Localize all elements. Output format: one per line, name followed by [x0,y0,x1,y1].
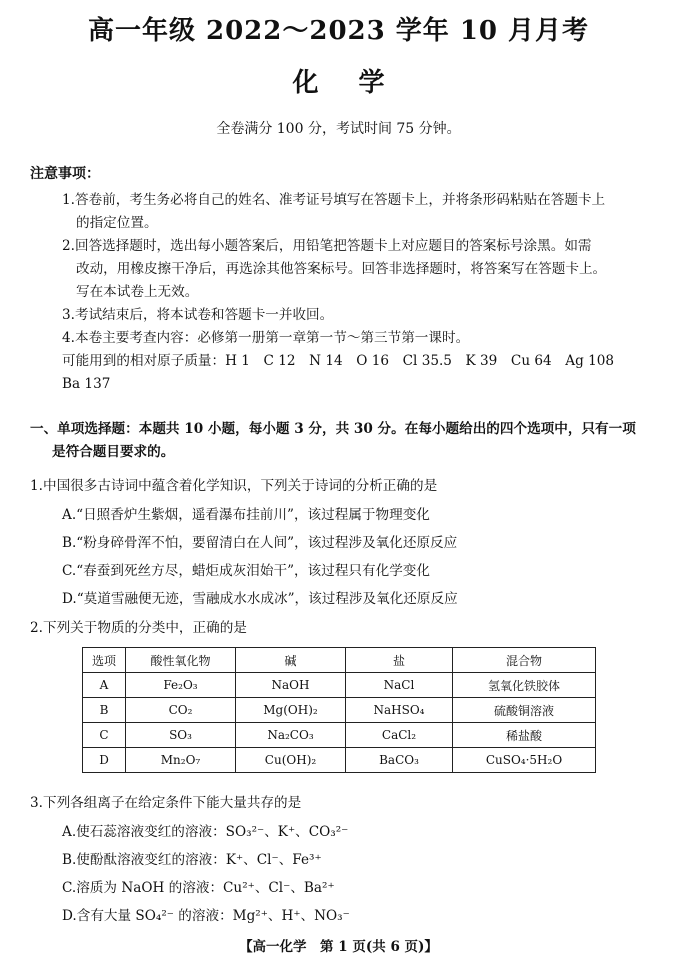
note-line: 3.考试结束后，将本试卷和答题卡一并收回。 [62,307,334,323]
section-heading: 是符合题目要求的。 [52,444,175,460]
exam-title: 高一年级 2022～2023 学年 10 月月考 [87,16,590,46]
table-row [83,723,596,748]
table-cell: NaOH [236,673,346,698]
table-cell: 稀盐酸 [453,723,596,748]
table-header: 酸性氧化物 [126,648,236,673]
page-footer: 【高一化学 第 1 页(共 6 页)】 [239,939,438,955]
table-cell: C [83,723,126,748]
notes-title: 注意事项： [30,166,100,182]
atomic-mass-line: 可能用到的相对原子质量：H 1 C 12 N 14 O 16 Cl 35.5 K 39 Cu 64 Ag 108 [62,353,615,369]
question-1-stem: 1.中国很多古诗词中蕴含着化学知识，下列关于诗词的分析正确的是 [30,478,438,494]
table-header: 选项 [83,648,126,673]
question-3-stem: 3.下列各组离子在给定条件下能大量共存的是 [30,795,302,811]
q1-option-b: B.“粉身碎骨浑不怕，要留清白在人间”，该过程涉及氧化还原反应 [62,535,458,551]
table-header: 盐 [346,648,453,673]
note-line: 1.答卷前，考生务必将自己的姓名、准考证号填写在答题卡上，并将条形码粘贴在答题卡上 [62,192,606,208]
table-cell: CaCl₂ [346,723,453,748]
q1-option-c: C.“春蚕到死丝方尽，蜡炬成灰泪始干”，该过程只有化学变化 [62,563,430,579]
table-cell: Na₂CO₃ [236,723,346,748]
table-cell: CuSO₄·5H₂O [453,748,596,773]
table-cell: 氢氧化铁胶体 [453,673,596,698]
note-line: 的指定位置。 [76,215,158,231]
q1-option-a: A.“日照香炉生紫烟，遥看瀑布挂前川”，该过程属于物理变化 [62,507,430,523]
question-2-stem: 2.下列关于物质的分类中，正确的是 [30,620,247,636]
subject-title: 化学 [292,68,425,98]
table-header-row [83,648,596,673]
table-row [83,698,596,723]
note-line: 2.回答选择题时，选出每小题答案后，用铅笔把答题卡上对应题目的答案标号涂黑。如需 [62,238,592,254]
table-cell: Mn₂O₇ [126,748,236,773]
q3-option-a: A.使石蕊溶液变红的溶液：SO₃²⁻、K⁺、CO₃²⁻ [62,824,349,840]
table-header: 碱 [236,648,346,673]
table-row [83,748,596,773]
q1-option-d: D.“莫道雪融便无迹，雪融成水水成冰”，该过程涉及氧化还原反应 [62,591,458,607]
q3-option-c: C.溶质为 NaOH 的溶液：Cu²⁺、Cl⁻、Ba²⁺ [62,880,335,896]
table-cell: 硫酸铜溶液 [453,698,596,723]
table-cell: CO₂ [126,698,236,723]
table-cell: BaCO₃ [346,748,453,773]
table-cell: D [83,748,126,773]
atomic-mass-line: Ba 137 [62,376,111,392]
table-header: 混合物 [453,648,596,673]
table-cell: Mg(OH)₂ [236,698,346,723]
classification-table [82,647,596,773]
note-line: 改动，用橡皮擦干净后，再选涂其他答案标号。回答非选择题时，将答案写在答题卡上。 [76,261,607,277]
section-heading: 一、单项选择题：本题共 10 小题，每小题 3 分，共 30 分。在每小题给出的四个选项中，只有一项 [30,421,636,437]
table-cell: B [83,698,126,723]
table-cell: NaCl [346,673,453,698]
table-cell: Cu(OH)₂ [236,748,346,773]
table-cell: A [83,673,126,698]
table-cell: NaHSO₄ [346,698,453,723]
table-cell: Fe₂O₃ [126,673,236,698]
note-line: 4.本卷主要考查内容：必修第一册第一章第一节～第三节第一课时。 [62,330,470,346]
note-line: 写在本试卷上无效。 [76,284,199,300]
q3-option-b: B.使酚酞溶液变红的溶液：K⁺、Cl⁻、Fe³⁺ [62,852,322,868]
exam-info: 全卷满分 100 分，考试时间 75 分钟。 [216,121,461,137]
table-row [83,673,596,698]
table-cell: SO₃ [126,723,236,748]
q3-option-d: D.含有大量 SO₄²⁻ 的溶液：Mg²⁺、H⁺、NO₃⁻ [62,908,350,924]
